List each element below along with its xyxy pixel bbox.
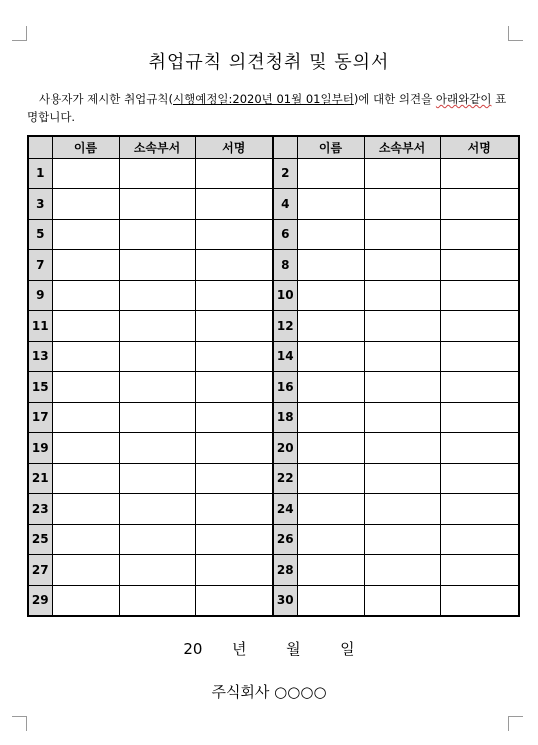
table-row <box>28 402 519 433</box>
row-number-right: 10 <box>273 280 297 311</box>
name-cell-left[interactable] <box>52 158 119 189</box>
date-year: 20 <box>183 640 203 658</box>
department-cell-right[interactable] <box>364 402 440 433</box>
department-cell-left[interactable] <box>119 311 195 342</box>
signature-cell-left[interactable] <box>195 311 273 342</box>
table-row <box>28 158 519 189</box>
crop-mark-top-right <box>508 26 523 41</box>
name-cell-left[interactable] <box>52 402 119 433</box>
crop-mark-bottom-right <box>508 716 523 731</box>
row-number-left: 15 <box>28 372 52 403</box>
row-number-right: 26 <box>273 524 297 555</box>
department-cell-left[interactable] <box>119 280 195 311</box>
department-cell-right[interactable] <box>364 494 440 525</box>
name-cell-left[interactable] <box>52 189 119 220</box>
row-number-right: 2 <box>273 158 297 189</box>
intro-effective-date: 시행예정일:2020년 01월 01일부터 <box>173 92 354 106</box>
row-number-right: 14 <box>273 341 297 372</box>
signature-cell-left[interactable] <box>195 250 273 281</box>
name-cell-left[interactable] <box>52 585 119 616</box>
name-cell-left[interactable] <box>52 494 119 525</box>
name-cell-right[interactable] <box>297 341 364 372</box>
document-title: 취업규칙 의견청취 및 동의서 <box>148 52 390 73</box>
date-line <box>0 638 538 659</box>
signature-cell-left[interactable] <box>195 402 273 433</box>
name-cell-right[interactable] <box>297 280 364 311</box>
department-cell-right[interactable] <box>364 280 440 311</box>
signature-cell-right[interactable] <box>440 341 519 372</box>
header-department-right: 소속부서 <box>364 136 440 158</box>
name-cell-left[interactable] <box>52 555 119 586</box>
name-cell-left[interactable] <box>52 433 119 464</box>
intro-text-1: 사용자가 제시한 취업규칙( <box>39 92 173 106</box>
signature-cell-right[interactable] <box>440 311 519 342</box>
table-header-row <box>28 136 519 158</box>
row-number-left: 3 <box>28 189 52 220</box>
department-cell-left[interactable] <box>119 341 195 372</box>
department-cell-right[interactable] <box>364 433 440 464</box>
table-row <box>28 585 519 616</box>
table-row <box>28 250 519 281</box>
date-year-unit: 년 <box>232 640 247 658</box>
name-cell-right[interactable] <box>297 158 364 189</box>
row-number-left: 17 <box>28 402 52 433</box>
department-cell-right[interactable] <box>364 250 440 281</box>
signature-cell-right[interactable] <box>440 555 519 586</box>
signature-cell-left[interactable] <box>195 280 273 311</box>
date-month-unit: 월 <box>286 640 301 658</box>
signature-cell-right[interactable] <box>440 463 519 494</box>
table-row <box>28 311 519 342</box>
row-number-right: 20 <box>273 433 297 464</box>
name-cell-right[interactable] <box>297 433 364 464</box>
signature-cell-left[interactable] <box>195 189 273 220</box>
row-number-left: 5 <box>28 219 52 250</box>
row-number-left: 29 <box>28 585 52 616</box>
intro-text-2: )에 대한 의견을 <box>353 92 436 106</box>
table-row <box>28 341 519 372</box>
department-cell-left[interactable] <box>119 585 195 616</box>
signature-cell-left[interactable] <box>195 433 273 464</box>
signature-cell-right[interactable] <box>440 585 519 616</box>
table-row <box>28 372 519 403</box>
row-number-left: 21 <box>28 463 52 494</box>
name-cell-right[interactable] <box>297 311 364 342</box>
table-row <box>28 219 519 250</box>
name-cell-right[interactable] <box>297 189 364 220</box>
signature-cell-right[interactable] <box>440 433 519 464</box>
signature-cell-left[interactable] <box>195 555 273 586</box>
row-number-right: 8 <box>273 250 297 281</box>
row-number-left: 23 <box>28 494 52 525</box>
department-cell-right[interactable] <box>364 311 440 342</box>
signature-cell-right[interactable] <box>440 372 519 403</box>
signature-cell-right[interactable] <box>440 189 519 220</box>
header-department-left: 소속부서 <box>119 136 195 158</box>
signature-cell-left[interactable] <box>195 372 273 403</box>
department-cell-right[interactable] <box>364 189 440 220</box>
name-cell-right[interactable] <box>297 494 364 525</box>
table-row <box>28 524 519 555</box>
name-cell-right[interactable] <box>297 250 364 281</box>
row-number-right: 18 <box>273 402 297 433</box>
row-number-left: 9 <box>28 280 52 311</box>
department-cell-right[interactable] <box>364 372 440 403</box>
signature-cell-right[interactable] <box>440 250 519 281</box>
table-row <box>28 555 519 586</box>
department-cell-right[interactable] <box>364 555 440 586</box>
row-number-right: 30 <box>273 585 297 616</box>
department-cell-left[interactable] <box>119 524 195 555</box>
name-cell-right[interactable] <box>297 524 364 555</box>
crop-mark-bottom-left <box>12 716 27 731</box>
signature-cell-left[interactable] <box>195 158 273 189</box>
row-number-left: 1 <box>28 158 52 189</box>
table-row <box>28 494 519 525</box>
header-name-left: 이름 <box>52 136 119 158</box>
row-number-right: 24 <box>273 494 297 525</box>
signature-cell-left[interactable] <box>195 219 273 250</box>
department-cell-right[interactable] <box>364 585 440 616</box>
name-cell-left[interactable] <box>52 341 119 372</box>
name-cell-left[interactable] <box>52 311 119 342</box>
department-cell-left[interactable] <box>119 463 195 494</box>
crop-mark-top-left <box>12 26 27 41</box>
row-number-left: 13 <box>28 341 52 372</box>
row-number-right: 22 <box>273 463 297 494</box>
intro-paragraph <box>27 90 511 126</box>
header-signature-left: 서명 <box>195 136 273 158</box>
department-cell-left[interactable] <box>119 189 195 220</box>
signature-cell-left[interactable] <box>195 524 273 555</box>
row-number-left: 27 <box>28 555 52 586</box>
row-number-right: 16 <box>273 372 297 403</box>
consent-table <box>27 135 520 617</box>
department-cell-left[interactable] <box>119 372 195 403</box>
signature-cell-left[interactable] <box>195 585 273 616</box>
department-cell-left[interactable] <box>119 433 195 464</box>
name-cell-right[interactable] <box>297 402 364 433</box>
row-number-left: 19 <box>28 433 52 464</box>
name-cell-right[interactable] <box>297 372 364 403</box>
name-cell-left[interactable] <box>52 372 119 403</box>
signature-cell-right[interactable] <box>440 494 519 525</box>
signature-cell-left[interactable] <box>195 463 273 494</box>
row-number-left: 7 <box>28 250 52 281</box>
header-name-right: 이름 <box>297 136 364 158</box>
table-row <box>28 189 519 220</box>
department-cell-right[interactable] <box>364 341 440 372</box>
signature-cell-right[interactable] <box>440 158 519 189</box>
date-day-unit: 일 <box>340 640 355 658</box>
table-row <box>28 433 519 464</box>
signature-cell-left[interactable] <box>195 341 273 372</box>
department-cell-left[interactable] <box>119 219 195 250</box>
table-row <box>28 280 519 311</box>
department-cell-right[interactable] <box>364 158 440 189</box>
header-number-right <box>273 136 297 158</box>
table-row <box>28 463 519 494</box>
header-signature-right: 서명 <box>440 136 519 158</box>
signature-cell-right[interactable] <box>440 219 519 250</box>
signature-cell-right[interactable] <box>440 402 519 433</box>
signature-cell-right[interactable] <box>440 280 519 311</box>
intro-text-3: 표명합니다. <box>27 92 507 124</box>
row-number-left: 25 <box>28 524 52 555</box>
name-cell-right[interactable] <box>297 585 364 616</box>
name-cell-left[interactable] <box>52 524 119 555</box>
header-number-left <box>28 136 52 158</box>
signature-cell-left[interactable] <box>195 494 273 525</box>
department-cell-left[interactable] <box>119 158 195 189</box>
department-cell-right[interactable] <box>364 524 440 555</box>
row-number-right: 4 <box>273 189 297 220</box>
row-number-right: 28 <box>273 555 297 586</box>
name-cell-left[interactable] <box>52 250 119 281</box>
name-cell-left[interactable] <box>52 463 119 494</box>
name-cell-left[interactable] <box>52 280 119 311</box>
name-cell-right[interactable] <box>297 463 364 494</box>
row-number-right: 6 <box>273 219 297 250</box>
name-cell-right[interactable] <box>297 555 364 586</box>
row-number-right: 12 <box>273 311 297 342</box>
intro-spellcheck-word: 아래와같이 <box>435 92 492 106</box>
name-cell-right[interactable] <box>297 219 364 250</box>
name-cell-left[interactable] <box>52 219 119 250</box>
department-cell-left[interactable] <box>119 555 195 586</box>
department-cell-left[interactable] <box>119 402 195 433</box>
department-cell-right[interactable] <box>364 463 440 494</box>
signature-cell-right[interactable] <box>440 524 519 555</box>
department-cell-right[interactable] <box>364 219 440 250</box>
row-number-left: 11 <box>28 311 52 342</box>
company-name: 주식회사 ○○○○ <box>211 683 327 701</box>
department-cell-left[interactable] <box>119 494 195 525</box>
department-cell-left[interactable] <box>119 250 195 281</box>
